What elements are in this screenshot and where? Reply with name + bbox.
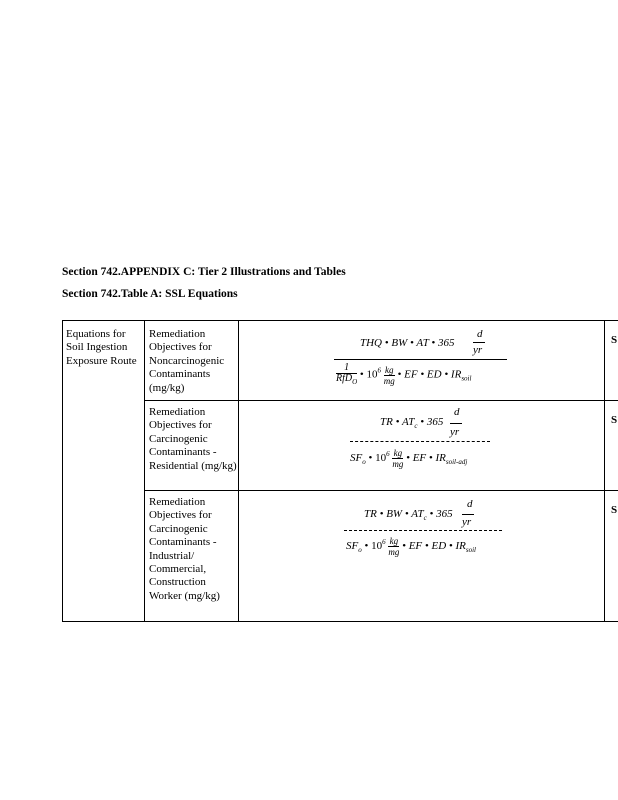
equation-carcinogenic-industrial: TR • BW • $AT_c$ • 365 d yr $SF_o$ • $10^6$ $\frac{kg}{mg}$ • EF • ED • $IR_{soil}$ xyxy=(342,498,522,574)
objective-carcinogenic-industrial: Remediation Objectives for Carcinogenic Contaminants - Industrial/ Commercial, Construction Worker (mg/kg) xyxy=(149,496,220,602)
table-top-border xyxy=(62,320,618,321)
eq1-d: d xyxy=(477,328,483,340)
eq1-fraction-bar xyxy=(334,359,507,360)
truncated-column-stub-1: S xyxy=(611,334,618,346)
row-divider-2 xyxy=(144,490,618,491)
eq1-numerator: THQ • BW • AT • 365 xyxy=(360,337,455,349)
appendix-heading: Section 742.APPENDIX C: Tier 2 Illustrations and Tables xyxy=(62,266,346,278)
eq1-one: 1 xyxy=(336,363,357,374)
table-heading: Section 742.Table A: SSL Equations xyxy=(62,288,238,300)
objective-noncarcinogenic: Remediation Objectives for Noncarcinogenic Contaminants (mg/kg) xyxy=(149,328,225,394)
ssl-equations-table xyxy=(62,320,618,622)
eq1-yr: yr xyxy=(473,344,483,356)
truncated-column-stub-2: S xyxy=(611,414,618,426)
table-left-border xyxy=(62,320,63,622)
column-divider-3 xyxy=(604,320,605,622)
equation-noncarcinogenic: THQ • BW • AT • 365 d yr $\frac{1}{RfD_O}$ • $10^6$ $\frac{kg}{mg}$ • EF • ED • $IR_{soil}$ xyxy=(332,324,532,396)
eq3-fraction-bar xyxy=(344,530,502,531)
eq2-fraction-bar xyxy=(350,441,490,442)
row-divider-1 xyxy=(144,400,618,401)
column-divider-1 xyxy=(144,320,145,622)
objective-carcinogenic-residential: Remediation Objectives for Carcinogenic Contaminants - Residential (mg/kg) xyxy=(149,406,237,472)
exposure-route-cell: Equations for Soil Ingestion Exposure Route xyxy=(66,328,137,367)
equation-carcinogenic-residential: TR • $AT_c$ • 365 d yr $SF_o$ • $10^6$ $\frac{kg}{mg}$ • EF • $IR_{soil-adj}$ xyxy=(344,408,514,484)
table-bottom-border xyxy=(62,621,618,622)
truncated-column-stub-3: S xyxy=(611,504,618,516)
